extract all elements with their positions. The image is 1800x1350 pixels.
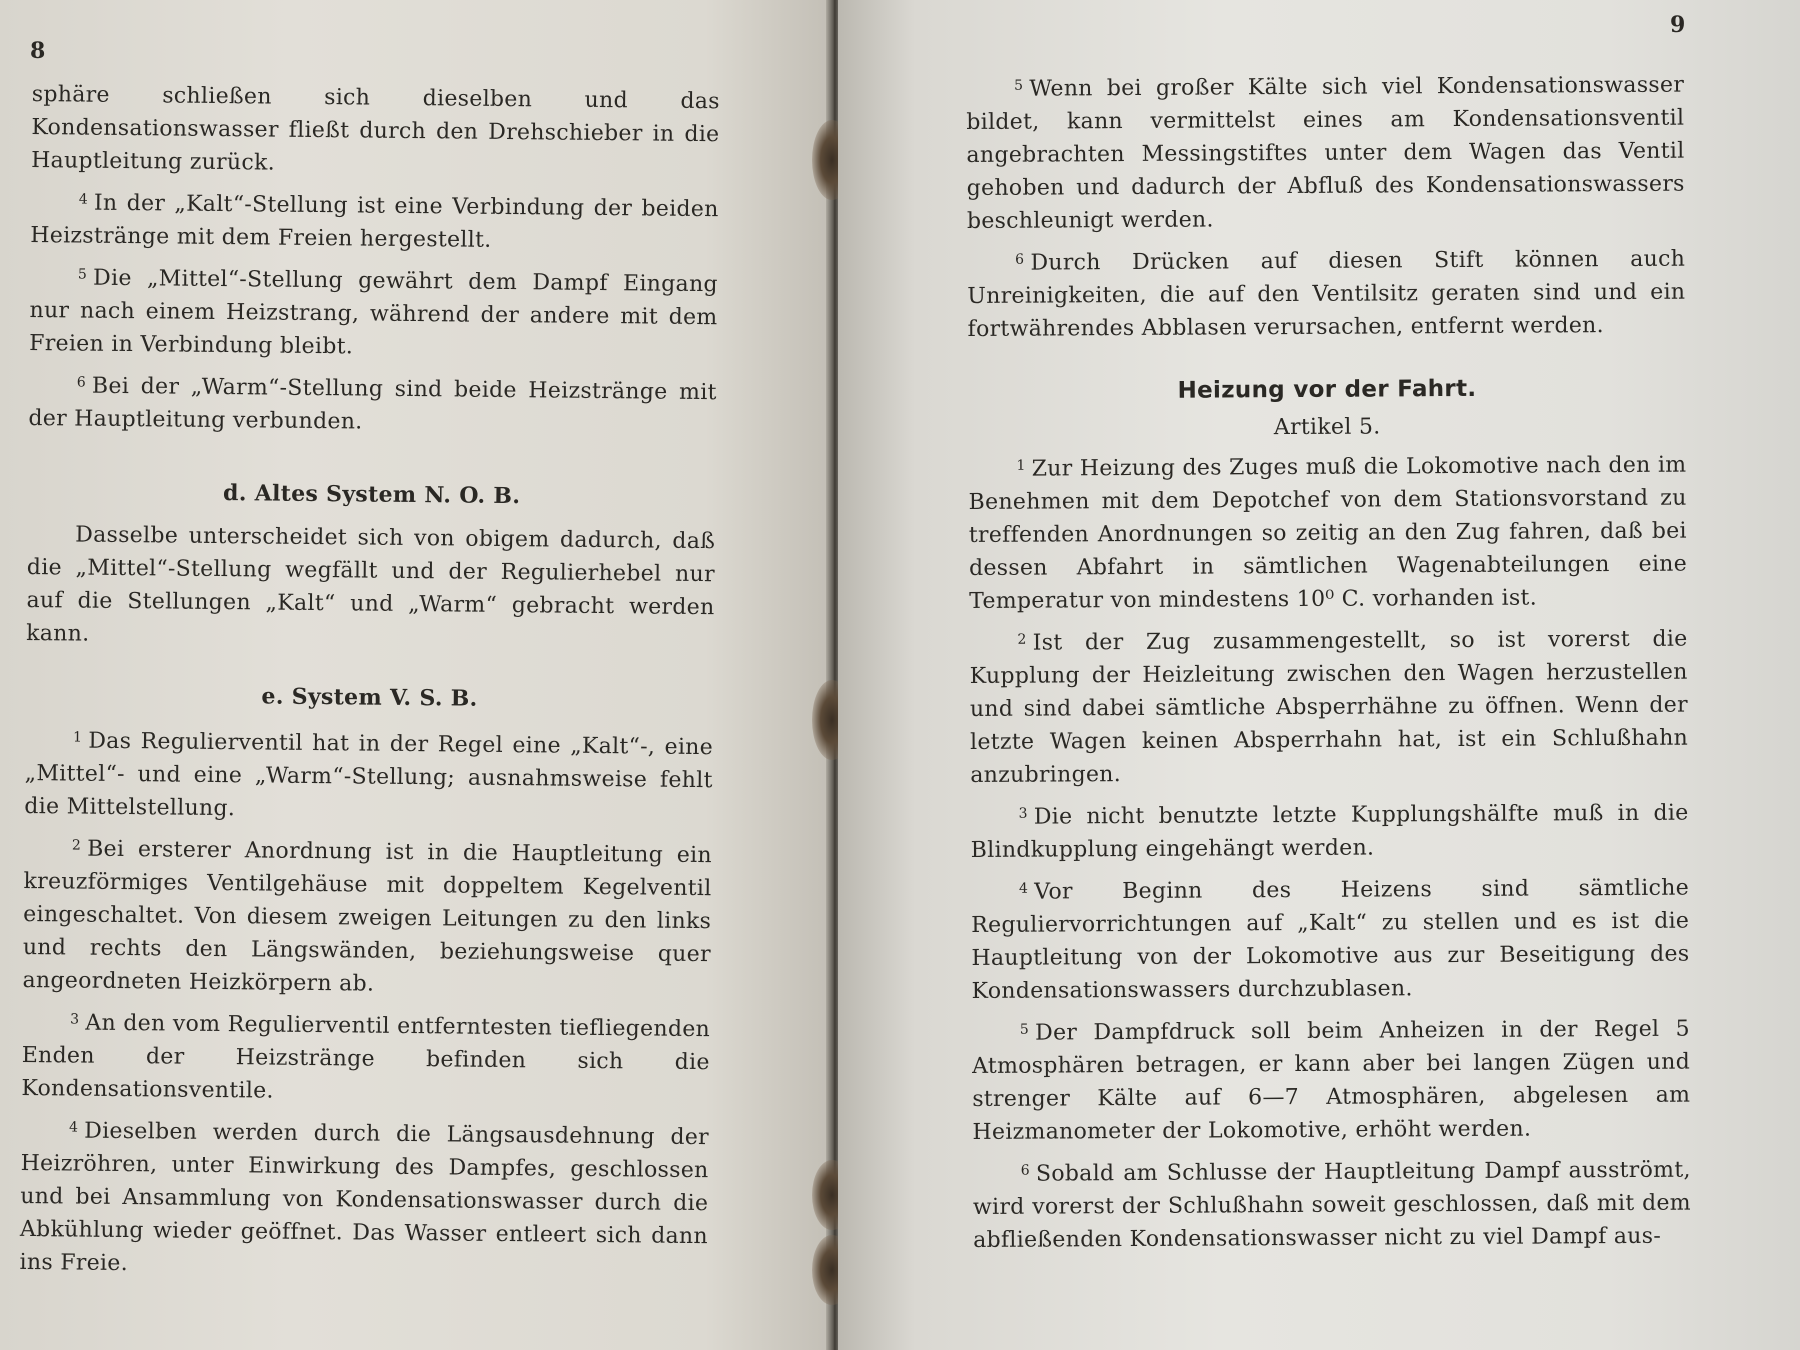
article-heading: Artikel 5. [1273, 414, 1381, 441]
paragraph-text: In der „Kalt“-Stellung ist eine Verbindung der beiden Heizstränge mit dem Freien hergestellt. [30, 190, 719, 253]
paragraph-5 [29, 258, 718, 367]
paragraph-number: 6 [1020, 1162, 1030, 1179]
section-heading-e: e. System V. S. B. [261, 683, 478, 712]
paragraph-number: 4 [68, 1119, 79, 1136]
paragraph-text: Ist der Zug zusammengestellt, so ist vorerst die Kupplung der Heizleitung zwischen den Wagen herzustellen und sind dabei sämtliche Absperrhähne zu öffnen. Wenn der letzte Wagen keinen Absperrhahn hat, ist ein Schlußhahn anzubringen. [969, 626, 1689, 788]
paragraph-text: Die nicht benutzte letzte Kupplungshälfte muß in die Blindkupplung eingehängt werden. [970, 800, 1689, 863]
paragraph-e-2 [22, 829, 712, 1004]
paragraph-a5-5 [972, 1010, 1691, 1149]
paragraph-number: 4 [1018, 880, 1029, 897]
paragraph-text: Bei ersterer Anordnung ist in die Hauptleitung ein kreuzförmiges Ventilgehäuse mit doppeltem Kegelventil eingeschaltet. Von diesem zweigen Leitungen zu den links und rechts den Längswänden, beziehungsweise quer angeordneten Heizkörpern ab. [22, 836, 713, 997]
right-page [838, 0, 1800, 1350]
section-d-text: Dasselbe unterscheidet sich von obigem dadurch, daß die „Mittel“-Stellung wegfällt und der Regulierhebel nur auf die Stellungen „Kalt“ und „Warm“ gebracht werden kann. [26, 522, 716, 647]
page-number-left: 8 [30, 38, 46, 64]
paragraph-number: 1 [1016, 457, 1026, 474]
paragraph-text: Bei der „Warm“-Stellung sind beide Heizstränge mit der Hauptleitung verbunden. [28, 373, 717, 435]
paragraph-a5-6 [973, 1151, 1692, 1257]
paragraph-text: Sobald am Schlusse der Hauptleitung Dampf ausströmt, wird vorerst der Schlußhahn soweit geschlossen, daß mit dem abfließenden Kondensationswasser nicht zu viel Dampf aus- [972, 1157, 1692, 1253]
paragraph-text: Vor Beginn des Heizens sind sämtliche Reguliervorrichtungen auf „Kalt“ zu stellen und es ist die Hauptleitung von der Lokomotive aus zur Beseitigung des Kondensationswassers durchzublasen. [971, 875, 1690, 1004]
paragraph-text: Wenn bei großer Kälte sich viel Kondensationswasser bildet, kann vermittelst eines am Kondensationsventil angebrachten Messingstiftes unter dem Wagen das Ventil gehoben und dadurch der Abfluß des Kondensationswassers beschleunigt werden. [966, 72, 1685, 234]
paragraph-e-3 [21, 1003, 710, 1112]
paragraph-text: Dieselben werden durch die Längsausdehnung der Heizröhren, unter Einwirkung des Dampfes, geschlossen und bei Ansammlung von Kondensationswasser durch die Abkühlung wieder geöffnet. Das Wasser entleert sich dann ins Freie. [19, 1118, 710, 1277]
paragraph-number: 5 [77, 266, 88, 283]
paragraph-number: 1 [73, 729, 83, 746]
section-heading-d: d. Altes System N. O. B. [222, 480, 521, 510]
paragraph-text: Das Regulierventil hat in der Regel eine „Kalt“-, eine „Mittel“- und eine „Warm“-Stellung; ausnahmsweise fehlt die Mittelstellung. [24, 728, 714, 822]
paragraph-r-5 [966, 66, 1685, 238]
paragraph-text: Die „Mittel“-Stellung gewährt dem Dampf Eingang nur nach einem Heizstrang, während der andere mit dem Freien in Verbindung bleibt. [29, 265, 719, 360]
paragraph-r-6 [967, 240, 1686, 346]
paragraph-number: 6 [76, 374, 87, 391]
paragraph-number: 6 [1015, 251, 1025, 268]
paragraph-a5-2 [969, 620, 1688, 792]
section-heading-heizung: Heizung vor der Fahrt. [1177, 375, 1477, 404]
paragraph-number: 2 [1017, 631, 1027, 648]
paragraph-number: 5 [1014, 77, 1024, 94]
paragraph-text: An den vom Regulierventil entferntesten tiefliegenden Enden der Heizstränge befinden sich die Kondensationsventile. [21, 1010, 711, 1104]
paragraph-a5-1 [968, 446, 1687, 618]
paragraph-number: 3 [70, 1011, 80, 1028]
paragraph-4 [30, 183, 719, 259]
paragraph-a5-3 [970, 794, 1688, 867]
paragraph-text: Zur Heizung des Zuges muß die Lokomotive nach den im Benehmen mit dem Depotchef von dem Stationsvorstand zu treffenden Anordnungen so zeitig an den Zug fahren, daß bei dessen Abfahrt in sämtlichen Wagenabteilungen eine Temperatur von mindestens 10⁰ C. vorhanden ist. [968, 452, 1688, 614]
paragraph-text: Der Dampfdruck soll beim Anheizen in der Regel 5 Atmosphären betragen, er kann aber bei langen Zügen und strenger Kälte auf 6—7 Atmosphären, abgelesen am Heizmanometer der Lokomotive, erhöht werden. [972, 1016, 1691, 1145]
paragraph-6 [28, 366, 717, 442]
paragraph-number: 3 [1018, 805, 1028, 822]
right-page-text [966, 66, 1691, 1263]
paragraph-e-1 [24, 721, 713, 830]
paragraph-continuation [31, 78, 720, 184]
paragraph-e-4 [19, 1111, 709, 1286]
paragraph-number: 2 [71, 837, 82, 854]
paragraph-text: sphäre schließen sich dieselben und das Kondensationswasser fließt durch den Drehschieber in die Hauptleitung zurück. [31, 81, 720, 176]
paragraph-text: Durch Drücken auf diesen Stift können auch Unreinigkeiten, die auf den Ventilsitz geraten sind und ein fortwährendes Abblasen verursachen, entfernt werden. [967, 246, 1686, 342]
left-page-text [19, 78, 720, 1292]
paragraph-a5-4 [971, 869, 1690, 1008]
paragraph-number: 5 [1019, 1021, 1030, 1038]
left-page [0, 0, 830, 1350]
paragraph-number: 4 [78, 191, 89, 208]
page-number-right: 9 [1670, 12, 1686, 38]
